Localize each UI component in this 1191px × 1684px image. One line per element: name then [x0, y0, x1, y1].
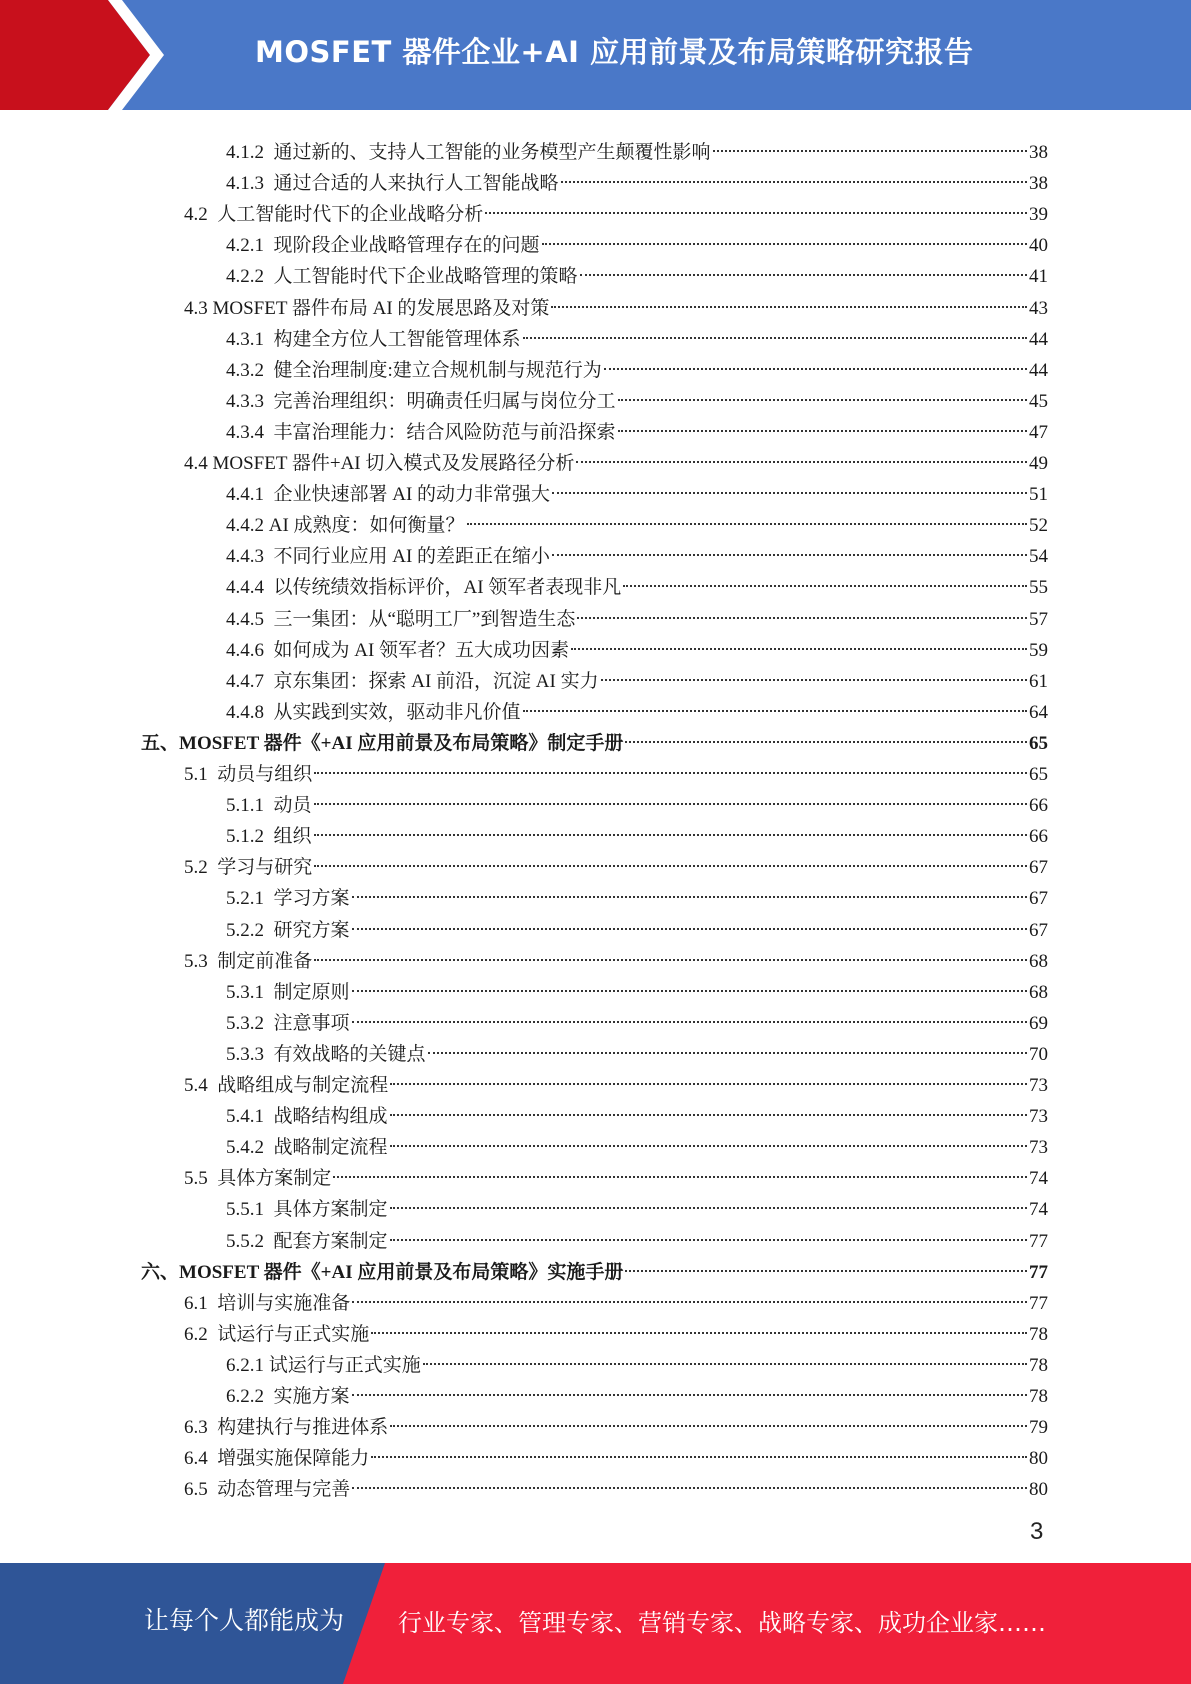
toc-entry-page: 68	[1029, 950, 1048, 972]
toc-entry-page: 52	[1029, 515, 1048, 537]
toc-entry-page: 68	[1029, 981, 1048, 1003]
toc-dot-leader	[423, 1340, 1027, 1371]
toc-entry-title: 以传统绩效指标评价，AI 领军者表现非凡	[273, 577, 622, 599]
toc-entry[interactable]	[184, 189, 1048, 226]
toc-entry[interactable]	[226, 998, 1048, 1034]
toc-entry[interactable]	[226, 967, 1048, 1003]
toc-entry-number: 4.4.6	[226, 639, 274, 661]
toc-entry[interactable]	[226, 251, 1048, 288]
toc-entry-number: 4.4.8	[226, 701, 274, 723]
toc-entry-number: 4.1.3	[226, 173, 274, 195]
toc-dot-leader	[352, 905, 1027, 936]
toc-entry-number: 4.3.3	[226, 390, 274, 412]
toc-entry-page: 73	[1029, 1137, 1048, 1159]
toc-entry[interactable]	[226, 220, 1048, 257]
toc-entry-title: 具体方案制定	[273, 1199, 388, 1221]
toc-entry-title: 现阶段企业战略管理存在的问题	[273, 235, 540, 257]
page-number: 3	[1030, 1518, 1044, 1545]
toc-entry-number: 4.3.2	[226, 359, 274, 381]
toc-dot-leader	[428, 1029, 1027, 1060]
toc-entry-page: 67	[1029, 888, 1048, 910]
toc-entry-page: 66	[1029, 795, 1048, 817]
toc-entry-number: 5.3.1	[226, 981, 274, 1003]
toc-entry-number: 5.3.2	[226, 1012, 274, 1034]
toc-entry[interactable]	[226, 1371, 1048, 1407]
footer-slogan-right: 行业专家、管理专家、营销专家、战略专家、成功企业家……	[398, 1609, 1046, 1637]
toc-entry-number: 5.5.1	[226, 1199, 274, 1221]
toc-entry[interactable]	[226, 1029, 1048, 1065]
toc-entry[interactable]	[226, 873, 1048, 910]
toc-entry-page: 67	[1029, 919, 1048, 941]
toc-entry-page: 74	[1029, 1199, 1048, 1221]
toc-dot-leader	[580, 251, 1027, 282]
toc-dot-leader	[467, 500, 1027, 531]
toc-entry-title: 增强实施保障能力	[217, 1448, 370, 1470]
toc-entry-number: 6.5	[184, 1479, 218, 1501]
toc-entry-title: 战略制定流程	[273, 1137, 388, 1159]
toc-dot-leader	[390, 1122, 1027, 1153]
toc-dot-leader	[371, 1309, 1027, 1340]
toc-entry-number: 4.3.1	[226, 328, 274, 350]
toc-entry-title: 完善治理组织：明确责任归属与岗位分工	[273, 390, 616, 412]
toc-dot-leader	[523, 314, 1027, 345]
toc-entry[interactable]	[184, 842, 1048, 879]
toc-entry-title: 动态管理与完善	[217, 1479, 351, 1501]
toc-entry[interactable]	[184, 1153, 1048, 1190]
toc-entry-page: 44	[1029, 328, 1048, 350]
toc-entry-title: 动员	[273, 795, 312, 817]
toc-entry[interactable]	[226, 625, 1048, 661]
toc-entry-title: 学习与研究	[217, 857, 313, 879]
toc-entry-page: 78	[1029, 1323, 1048, 1345]
toc-entry-page: 47	[1029, 421, 1048, 443]
toc-entry[interactable]	[226, 811, 1048, 848]
toc-entry[interactable]	[226, 531, 1048, 568]
toc-entry-title: 制定原则	[273, 981, 350, 1003]
toc-entry-title: 注意事项	[273, 1012, 350, 1034]
toc-entry-title: 组织	[273, 826, 312, 848]
toc-entry[interactable]	[141, 1247, 1048, 1283]
toc-entry[interactable]	[226, 500, 1048, 537]
toc-entry-title: 不同行业应用 AI 的差距正在缩小	[273, 546, 551, 568]
toc-entry-page: 80	[1029, 1448, 1048, 1470]
toc-dot-leader	[314, 749, 1027, 780]
toc-entry-number: 5.4	[184, 1075, 218, 1096]
toc-entry[interactable]	[226, 780, 1048, 817]
page-header	[0, 0, 1191, 110]
toc-entry-title: 实施方案	[273, 1386, 350, 1407]
toc-entry-page: 74	[1029, 1168, 1048, 1190]
toc-dot-leader	[390, 1091, 1027, 1122]
toc-entry-number: 5.1	[184, 764, 218, 785]
toc-entry-title: MOSFET 器件《+AI 应用前景及布局策略》实施手册	[179, 1261, 624, 1283]
toc-entry-number: 4.4.1	[226, 484, 274, 506]
toc-entry[interactable]	[184, 1060, 1048, 1096]
toc-dot-leader	[576, 438, 1027, 469]
toc-dot-leader	[352, 1464, 1027, 1495]
toc-entry-title: 战略组成与制定流程	[217, 1075, 389, 1096]
toc-dot-leader	[623, 562, 1027, 593]
toc-entry[interactable]	[184, 283, 1048, 319]
toc-entry[interactable]	[184, 1309, 1048, 1345]
toc-entry-number: 4.4.2	[226, 515, 269, 537]
toc-entry-number: 5.5.2	[226, 1230, 274, 1252]
footer-slogan-left: 让每个人都能成为	[144, 1606, 345, 1635]
toc-dot-leader	[314, 811, 1027, 842]
toc-entry-title: 制定前准备	[217, 950, 313, 972]
toc-entry[interactable]	[226, 127, 1048, 163]
toc-entry-number: 5.2	[184, 857, 218, 879]
toc-entry-page: 51	[1029, 484, 1048, 506]
toc-dot-leader	[601, 656, 1027, 687]
toc-entry[interactable]	[226, 1184, 1048, 1221]
toc-entry[interactable]	[141, 718, 1048, 754]
toc-dot-leader	[314, 936, 1027, 967]
toc-entry-page: 80	[1029, 1479, 1048, 1501]
toc-entry[interactable]	[184, 1278, 1048, 1314]
toc-entry-title: 具体方案制定	[217, 1168, 332, 1190]
toc-dot-leader	[523, 687, 1027, 718]
toc-entry-title: 试运行与正式实施	[217, 1323, 370, 1345]
toc-entry-title: 试运行与正式实施	[268, 1354, 421, 1376]
toc-dot-leader	[333, 1153, 1027, 1184]
toc-entry-title: 丰富治理能力：结合风险防范与前沿探索	[273, 421, 616, 443]
toc-entry-page: 67	[1029, 857, 1048, 879]
toc-entry-number: 4.3	[184, 297, 213, 319]
toc-entry-number: 5.3.3	[226, 1043, 274, 1065]
toc-entry-title: 构建全方位人工智能管理体系	[273, 328, 521, 350]
toc-entry-number: 5.2.2	[226, 919, 274, 941]
toc-dot-leader	[577, 594, 1027, 625]
toc-entry-title: 动员与组织	[217, 764, 313, 785]
toc-entry-page: 44	[1029, 359, 1048, 381]
toc-entry-page: 59	[1029, 639, 1048, 661]
toc-entry-title: AI 成熟度：如何衡量？	[268, 515, 465, 537]
toc-dot-leader	[390, 1060, 1027, 1091]
toc-entry-title: MOSFET 器件+AI 切入模式及发展路径分析	[212, 453, 575, 474]
toc-entry-page: 77	[1029, 1292, 1048, 1314]
toc-entry[interactable]	[226, 594, 1048, 630]
toc-entry[interactable]	[184, 749, 1048, 785]
toc-entry-title: MOSFET 器件布局 AI 的发展思路及对策	[212, 297, 550, 319]
toc-dot-leader	[552, 531, 1027, 562]
toc-entry-title: MOSFET 器件《+AI 应用前景及布局策略》制定手册	[179, 732, 624, 754]
toc-entry-number: 6.3	[184, 1417, 218, 1439]
toc-entry[interactable]	[184, 1433, 1048, 1470]
toc-entry-title: 如何成为 AI 领军者？五大成功因素	[273, 639, 570, 661]
toc-entry-page: 66	[1029, 826, 1048, 848]
toc-entry-page: 39	[1029, 204, 1048, 226]
toc-entry-title: 人工智能时代下企业战略管理的策略	[273, 266, 578, 288]
toc-entry-page: 70	[1029, 1043, 1048, 1065]
toc-entry-page: 65	[1029, 764, 1048, 785]
toc-entry[interactable]	[226, 469, 1048, 506]
toc-dot-leader	[561, 158, 1027, 189]
toc-entry-page: 55	[1029, 577, 1048, 599]
toc-entry-page: 38	[1029, 173, 1048, 195]
toc-dot-leader	[390, 1402, 1027, 1433]
toc-entry-title: 通过合适的人来执行人工智能战略	[273, 173, 559, 195]
toc-dot-leader	[371, 1433, 1027, 1464]
toc-entry-number: 5.4.1	[226, 1106, 274, 1128]
toc-entry[interactable]	[184, 1402, 1048, 1439]
toc-entry-number: 6.2.2	[226, 1386, 274, 1407]
toc-entry-title: 企业快速部署 AI 的动力非常强大	[273, 484, 551, 506]
toc-entry-page: 64	[1029, 701, 1048, 723]
page-footer	[0, 1563, 1191, 1684]
toc-entry-title: 京东集团：探索 AI 前沿，沉淀 AI 实力	[273, 670, 599, 692]
toc-entry-page: 49	[1029, 453, 1048, 474]
toc-entry[interactable]	[184, 438, 1048, 474]
toc-entry-number: 6.2.1	[226, 1354, 269, 1376]
toc-entry-number: 6.2	[184, 1323, 218, 1345]
toc-entry[interactable]	[226, 687, 1048, 723]
toc-entry-number: 5.3	[184, 950, 218, 972]
toc-entry-number: 6.1	[184, 1292, 218, 1314]
toc-entry[interactable]	[226, 1216, 1048, 1252]
toc-entry-page: 78	[1029, 1354, 1048, 1376]
toc-entry-number: 5.2.1	[226, 888, 274, 910]
toc-entry-number: 5.1.1	[226, 795, 274, 817]
toc-entry[interactable]	[226, 656, 1048, 692]
toc-dot-leader	[625, 718, 1027, 749]
toc-entry[interactable]	[226, 345, 1048, 381]
toc-entry-number: 4.1.2	[226, 142, 274, 163]
toc-entry-title: 从实践到实效，驱动非凡价值	[273, 701, 521, 723]
toc-entry-number: 4.2	[184, 204, 218, 226]
toc-entry-number: 五、	[141, 732, 180, 754]
toc-entry[interactable]	[226, 376, 1048, 412]
toc-entry-number: 5.1.2	[226, 826, 274, 848]
toc-dot-leader	[390, 1216, 1027, 1247]
toc-entry-page: 69	[1029, 1012, 1048, 1034]
report-title: MOSFET 器件企业+AI 应用前景及布局策略研究报告	[255, 35, 974, 69]
toc-dot-leader	[571, 625, 1027, 656]
toc-dot-leader	[314, 780, 1027, 811]
toc-dot-leader	[352, 1278, 1027, 1309]
toc-entry-page: 77	[1029, 1261, 1048, 1283]
toc-entry[interactable]	[226, 407, 1048, 443]
toc-entry-page: 77	[1029, 1230, 1048, 1252]
toc-entry-title: 有效战略的关键点	[273, 1043, 426, 1065]
toc-entry[interactable]	[226, 314, 1048, 350]
toc-entry[interactable]	[184, 936, 1048, 972]
toc-dot-leader	[625, 1247, 1027, 1278]
toc-entry-page: 43	[1029, 297, 1048, 319]
toc-dot-leader	[352, 873, 1027, 904]
toc-entry-page: 78	[1029, 1386, 1048, 1407]
toc-entry-number: 4.4.4	[226, 577, 274, 599]
toc-entry-title: 健全治理制度:建立合规机制与规范行为	[273, 359, 602, 381]
toc-dot-leader	[352, 967, 1027, 998]
toc-entry-number: 5.5	[184, 1168, 218, 1190]
toc-entry-page: 61	[1029, 670, 1048, 692]
toc-entry[interactable]	[226, 1091, 1048, 1128]
toc-dot-leader	[542, 220, 1027, 251]
toc-entry[interactable]	[226, 1122, 1048, 1159]
toc-entry-number: 4.2.2	[226, 266, 274, 288]
toc-entry-number: 4.4.5	[226, 608, 274, 630]
toc-dot-leader	[390, 1184, 1027, 1215]
toc-entry-page: 40	[1029, 235, 1048, 257]
toc-entry-page: 79	[1029, 1417, 1048, 1439]
toc-entry-title: 学习方案	[273, 888, 350, 910]
toc-entry-page: 54	[1029, 546, 1048, 568]
toc-entry-number: 4.4.7	[226, 670, 274, 692]
toc-dot-leader	[485, 189, 1027, 220]
toc-entry-title: 战略结构组成	[273, 1106, 388, 1128]
toc-dot-leader	[352, 998, 1027, 1029]
toc-entry-number: 4.2.1	[226, 235, 274, 257]
toc-entry-title: 三一集团：从“聪明工厂”到智造生态	[273, 608, 576, 630]
toc-dot-leader	[618, 407, 1027, 438]
toc-entry[interactable]	[226, 905, 1048, 941]
toc-dot-leader	[604, 345, 1027, 376]
toc-dot-leader	[551, 283, 1027, 314]
toc-entry[interactable]	[226, 562, 1048, 599]
toc-dot-leader	[552, 469, 1027, 500]
toc-entry-title: 构建执行与推进体系	[217, 1417, 389, 1439]
toc-dot-leader	[314, 842, 1027, 873]
toc-entry-number: 4.3.4	[226, 421, 274, 443]
toc-entry-page: 73	[1029, 1106, 1048, 1128]
toc-entry-page: 38	[1029, 142, 1048, 163]
toc-entry-title: 研究方案	[273, 919, 350, 941]
toc-entry-number: 4.4	[184, 453, 213, 474]
toc-entry-page: 41	[1029, 266, 1048, 288]
toc-entry[interactable]	[226, 158, 1048, 195]
toc-entry-page: 45	[1029, 390, 1048, 412]
toc-entry-page: 65	[1029, 732, 1048, 754]
toc-entry[interactable]	[184, 1464, 1048, 1501]
toc-entry-title: 通过新的、支持人工智能的业务模型产生颠覆性影响	[273, 142, 711, 163]
toc-entry-page: 57	[1029, 608, 1048, 630]
toc-entry-title: 配套方案制定	[273, 1230, 388, 1252]
toc-entry-title: 人工智能时代下的企业战略分析	[217, 204, 484, 226]
toc-entry-title: 培训与实施准备	[217, 1292, 351, 1314]
toc-entry-number: 6.4	[184, 1448, 218, 1470]
toc-entry-page: 73	[1029, 1075, 1048, 1096]
toc-entry-number: 六、	[141, 1261, 180, 1283]
toc-entry[interactable]	[226, 1340, 1048, 1376]
toc-entry-number: 5.4.2	[226, 1137, 274, 1159]
toc-dot-leader	[618, 376, 1027, 407]
toc-dot-leader	[352, 1371, 1027, 1402]
toc-entry-number: 4.4.3	[226, 546, 274, 568]
toc-dot-leader	[713, 127, 1027, 158]
